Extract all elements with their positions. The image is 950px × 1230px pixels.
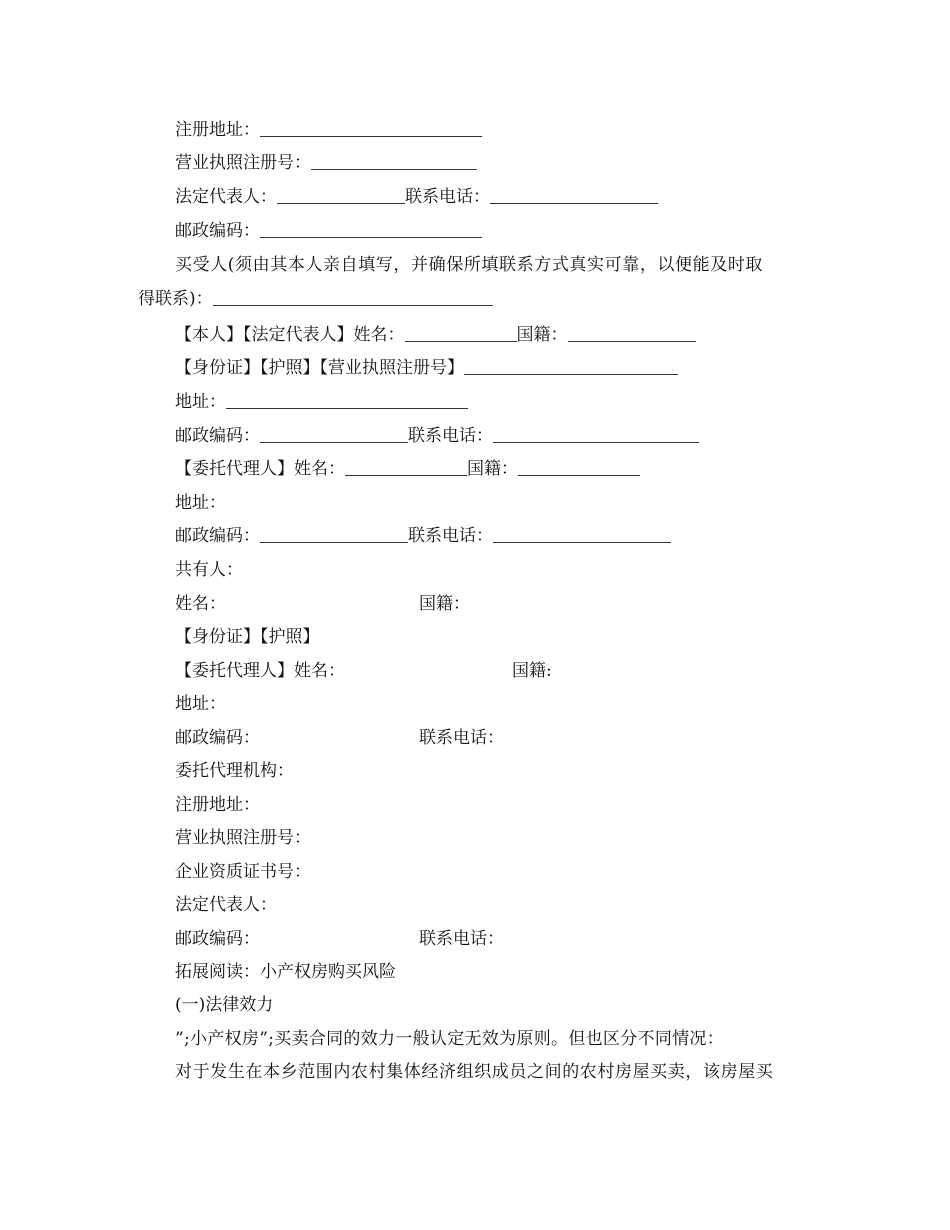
blank-underline <box>213 289 493 306</box>
blank-underline <box>518 459 640 476</box>
blank-underline <box>260 221 482 238</box>
buyer-intro-cont-line: 得联系)： <box>138 284 493 314</box>
agency-postal-line: 邮政编码： 联系电话： <box>175 929 504 949</box>
registered-address-line: 注册地址： <box>175 115 482 145</box>
agency-address-line: 注册地址： <box>175 795 260 815</box>
legal-rep-line: 法定代表人： 联系电话： <box>175 182 658 212</box>
co-agent-name-line: 【委托代理人】姓名： 国籍: <box>175 661 552 681</box>
buyer-postal-line: 邮政编码： 联系电话： <box>175 421 699 451</box>
blank-underline <box>568 325 696 342</box>
agent-address-line: 地址： <box>175 493 226 513</box>
co-agent-postal-line: 邮政编码： 联系电话： <box>175 728 504 748</box>
blank-underline <box>277 187 405 204</box>
buyer-id-line: 【身份证】【护照】【营业执照注册号】 <box>175 353 678 383</box>
blank-underline <box>260 526 408 543</box>
co-owner-name-line: 姓名： 国籍： <box>175 594 470 614</box>
business-license-line: 营业执照注册号： <box>175 148 477 178</box>
agency-qualification-line: 企业资质证书号： <box>175 862 311 882</box>
buyer-address-line: 地址： <box>175 387 468 417</box>
buyer-name-line: 【本人】【法定代表人】姓名： 国籍： <box>175 320 696 350</box>
blank-underline <box>405 325 517 342</box>
blank-underline <box>226 392 468 409</box>
blank-underline <box>345 459 467 476</box>
agent-name-line: 【委托代理人】姓名： 国籍： <box>175 454 640 484</box>
buyer-intro-line: 买受人(须由其本人亲自填写，并确保所填联系方式真实可靠，以便能及时取 <box>175 255 764 275</box>
blank-underline <box>490 187 658 204</box>
agency-line: 委托代理机构： <box>175 761 294 781</box>
paragraph-line: ”;小产权房”;买卖合同的效力一般认定无效为原则。但也区分不同情况： <box>175 1029 725 1049</box>
blank-underline <box>493 426 699 443</box>
blank-underline <box>260 120 482 137</box>
co-owner-id-line: 【身份证】【护照】 <box>175 627 320 647</box>
co-owner-line: 共有人： <box>175 560 243 580</box>
blank-underline <box>260 426 408 443</box>
postal-code-line: 邮政编码： <box>175 216 482 246</box>
blank-underline <box>493 526 671 543</box>
agent-postal-line: 邮政编码： 联系电话： <box>175 521 671 551</box>
extended-reading-heading: 拓展阅读：小产权房购买风险 <box>175 962 396 982</box>
co-agent-address-line: 地址： <box>175 694 226 714</box>
agency-license-line: 营业执照注册号： <box>175 828 311 848</box>
paragraph-line: 对于发生在本乡范围内农村集体经济组织成员之间的农村房屋买卖，该房屋买 <box>175 1062 774 1082</box>
blank-underline <box>464 358 678 375</box>
section-legal-effect: (一)法律效力 <box>175 995 274 1015</box>
blank-underline <box>311 153 477 170</box>
agency-legal-rep-line: 法定代表人： <box>175 895 277 915</box>
